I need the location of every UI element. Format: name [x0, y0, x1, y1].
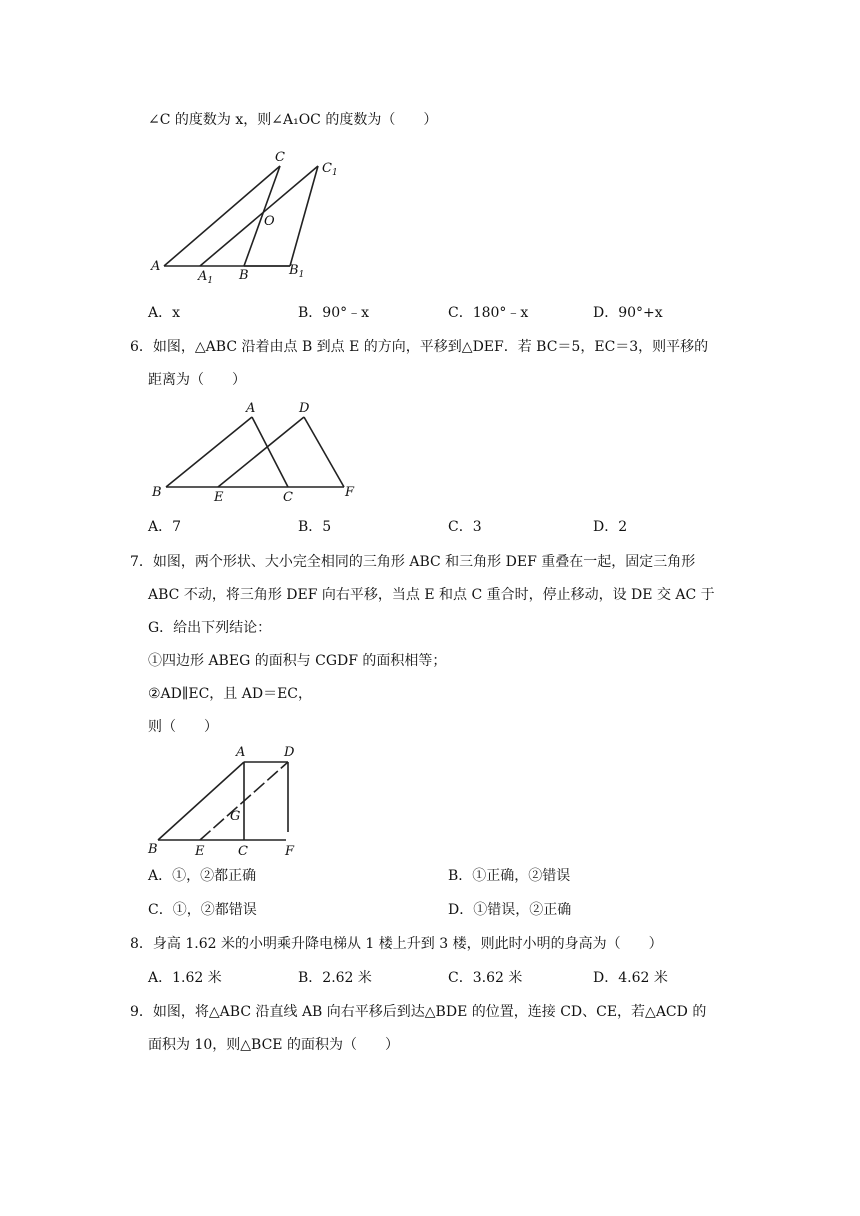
q6-option-b[interactable]: B．5	[298, 519, 332, 535]
q7-line-5: ②AD∥EC，且 AD＝EC，	[148, 686, 313, 702]
q6-option-d[interactable]: D．2	[593, 519, 628, 535]
label-F: F	[345, 485, 355, 500]
label-B1: $B_1$	[289, 263, 305, 280]
q8-option-c[interactable]: C．3.62 米	[448, 970, 523, 986]
label-E: E	[195, 844, 205, 859]
q7-line-1: 7．如图，两个形状、大小完全相同的三角形 ABC 和三角形 DEF 重叠在一起，固定三角形	[130, 554, 696, 570]
q6-line-2: 距离为（ ）	[148, 372, 246, 388]
label-C: C	[238, 844, 248, 859]
label-D: D	[299, 401, 310, 416]
q7-option-a[interactable]: A．①，②都正确	[148, 868, 257, 884]
q5-figure	[148, 146, 368, 286]
q5-option-a[interactable]: A．x	[148, 305, 181, 321]
q5-option-c[interactable]: C．180°﹣x	[448, 305, 529, 321]
label-O: O	[264, 214, 275, 229]
label-E: E	[214, 490, 224, 505]
q8-option-b[interactable]: B．2.62 米	[298, 970, 372, 986]
q6-line-1: 6．如图，△ABC 沿着由点 B 到点 E 的方向，平移到△DEF．若 BC＝5，EC＝3，则平移的	[130, 339, 709, 355]
q7-option-d[interactable]: D．①错误，②正确	[448, 902, 572, 918]
label-A: A	[236, 745, 246, 760]
label-G: G	[230, 809, 241, 824]
q6-option-c[interactable]: C．3	[448, 519, 482, 535]
label-A1: $A_1$	[198, 269, 214, 286]
label-A: A	[246, 401, 256, 416]
label-C: C	[275, 150, 285, 165]
label-C1: $C_1$	[322, 161, 338, 178]
q5-option-b[interactable]: B．90°﹣x	[298, 305, 369, 321]
label-D: D	[284, 745, 295, 760]
q7-line-4: ①四边形 ABEG 的面积与 CGDF 的面积相等；	[148, 653, 447, 669]
q9-line-1: 9．如图，将△ABC 沿直线 AB 向右平移后到达△BDE 的位置，连接 CD、CE，若△ACD 的	[130, 1004, 707, 1020]
label-A: A	[151, 259, 161, 274]
q7-option-b[interactable]: B．①正确，②错误	[448, 868, 571, 884]
q9-line-2: 面积为 10，则△BCE 的面积为（ ）	[148, 1037, 399, 1053]
label-F: F	[285, 844, 295, 859]
q7-option-c[interactable]: C．①，②都错误	[148, 902, 257, 918]
q6-option-a[interactable]: A．7	[148, 519, 182, 535]
label-C: C	[283, 490, 293, 505]
q5-stem: ∠C 的度数为 x，则∠A₁OC 的度数为（ ）	[148, 112, 438, 128]
q8-option-a[interactable]: A．1.62 米	[148, 970, 222, 986]
q6-figure	[148, 400, 368, 510]
q7-line-3: G．给出下列结论：	[148, 620, 272, 636]
label-B: B	[148, 842, 158, 857]
q8-line-1: 8．身高 1.62 米的小明乘升降电梯从 1 楼上升到 3 楼，则此时小明的身高为（ ）	[130, 936, 663, 952]
q7-line-2: ABC 不动，将三角形 DEF 向右平移，当点 E 和点 C 重合时，停止移动，设 DE 交 AC 于	[148, 587, 715, 603]
q7-figure	[148, 740, 348, 860]
q7-line-6: 则（ ）	[148, 719, 218, 735]
q5-option-d[interactable]: D．90°+x	[593, 305, 663, 321]
label-B: B	[239, 268, 249, 283]
q8-option-d[interactable]: D．4.62 米	[593, 970, 668, 986]
label-B: B	[152, 485, 162, 500]
